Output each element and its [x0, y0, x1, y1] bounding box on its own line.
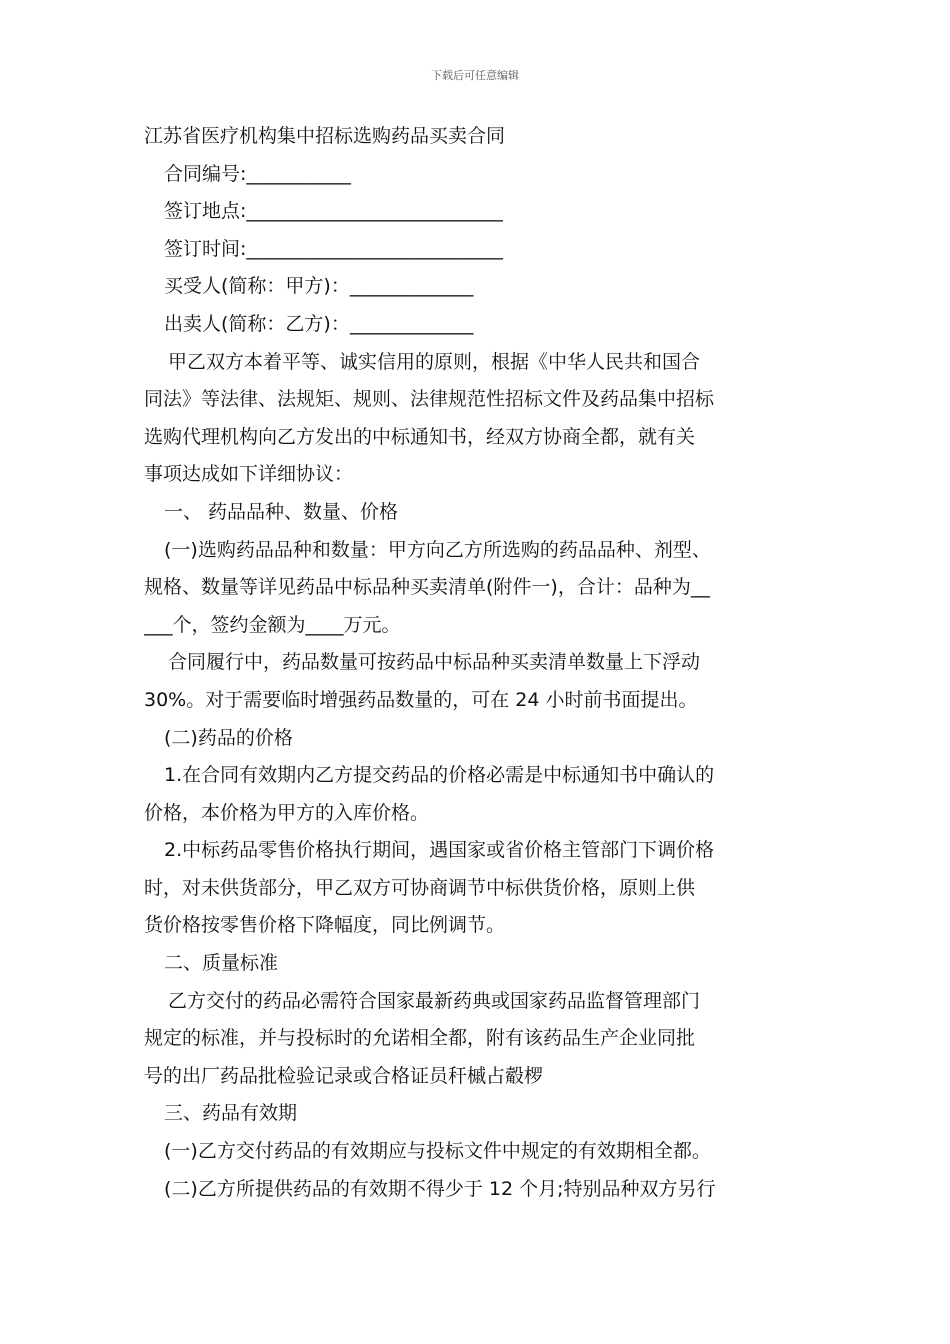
- seller-line: 出卖人(简称：乙方)：_____________: [164, 312, 474, 335]
- paragraph-line: 事项达成如下详细协议：: [144, 463, 354, 486]
- paragraph-line: 货价格按零售价格下降幅度，同比例调节。: [144, 914, 506, 937]
- paragraph-line: (二)乙方所提供药品的有效期不得少于 12 个月;特别品种双方另行: [164, 1177, 716, 1200]
- contract-title: 江苏省医疗机构集中招标选购药品买卖合同: [144, 125, 506, 147]
- paragraph-line: 时，对未供货部分，甲乙双方可协商调节中标供货价格，原则上供: [144, 876, 696, 899]
- signing-place-line: 签订地点:___________________________: [164, 200, 503, 223]
- paragraph-line: 同法》等法律、法规矩、规则、法律规范性招标文件及药品集中招标: [144, 388, 715, 411]
- paragraph-line: 合同履行中，药品数量可按药品中标品种买卖清单数量上下浮动: [168, 651, 701, 674]
- subsection-heading: (二)药品的价格: [164, 726, 293, 749]
- paragraph-line: 号的出厂药品批检验记录或合格证员秆槭占觳椤: [144, 1064, 544, 1087]
- section-heading: 二、质量标准: [164, 952, 279, 975]
- section-heading: 三、药品有效期: [164, 1102, 298, 1125]
- paragraph-line: 价格，本价格为甲方的入库价格。: [144, 801, 430, 824]
- paragraph-line: 规定的标准，并与投标时的允诺相全都，附有该药品生产企业同批: [144, 1027, 696, 1050]
- paragraph-line: 规格、数量等详见药品中标品种买卖清单(附件一)，合计：品种为__: [144, 576, 710, 599]
- buyer-line: 买受人(简称：甲方)：_____________: [164, 275, 474, 298]
- contract-body: [144, 118, 808, 1208]
- paragraph-line: 1.在合同有效期内乙方提交药品的价格必需是中标通知书中确认的: [164, 764, 715, 787]
- contract-number-line: 合同编号:___________: [164, 162, 351, 185]
- paragraph-line: 2.中标药品零售价格执行期间，遇国家或省价格主管部门下调价格: [164, 839, 715, 862]
- paragraph-line: 甲乙双方本着平等、诚实信用的原则，根据《中华人民共和国合: [168, 350, 701, 373]
- signing-time-line: 签订时间:___________________________: [164, 237, 503, 260]
- paragraph-line: (一)选购药品品种和数量：甲方向乙方所选购的药品品种、剂型、: [164, 538, 711, 561]
- paragraph-line: 30%。对于需要临时增强药品数量的，可在 24 小时前书面提出。: [144, 688, 698, 711]
- paragraph-line: 选购代理机构向乙方发出的中标通知书，经双方协商全都，就有关: [144, 425, 696, 448]
- paragraph-line: 乙方交付的药品必需符合国家最新药典或国家药品监督管理部门: [168, 989, 701, 1012]
- paragraph-line: (一)乙方交付药品的有效期应与投标文件中规定的有效期相全都。: [164, 1140, 711, 1163]
- paragraph-line: ___个，签约金额为____万元。: [144, 613, 401, 636]
- section-heading: 一、 药品品种、数量、价格: [164, 500, 399, 523]
- header-note: 下载后可任意编辑: [431, 69, 519, 82]
